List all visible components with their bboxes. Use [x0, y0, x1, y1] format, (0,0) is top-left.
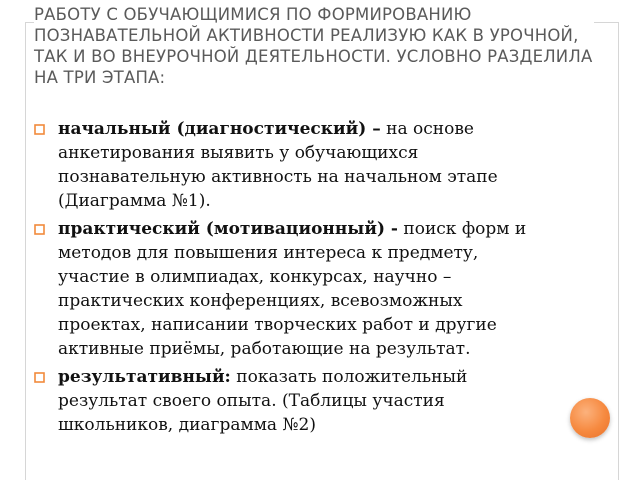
list-item [34, 217, 554, 361]
list-item [34, 117, 554, 213]
item-term: результативный: [58, 367, 231, 387]
orange-circle-icon [570, 398, 610, 438]
item-term: начальный (диагностический) – [58, 119, 381, 139]
item-text: на основе анкетирования выявить у обучающихся познавательную активность на начальном этапе (Диаграмма №1). [58, 119, 498, 211]
hollow-square-bullet-icon [34, 124, 45, 135]
hollow-square-bullet-icon [34, 372, 45, 383]
item-term: практический (мотивационный) - [58, 219, 398, 239]
hollow-square-bullet-icon [34, 224, 45, 235]
slide-title: РАБОТУ С ОБУЧАЮЩИМИСЯ ПО ФОРМИРОВАНИЮ ПОЗНАВАТЕЛЬНОЙ АКТИВНОСТИ РЕАЛИЗУЮ КАК В УРОЧНОЙ, ТАК И ВО ВНЕУРОЧНОЙ ДЕЯТЕЛЬНОСТИ. УСЛОВНО РАЗДЕЛИЛА НА ТРИ ЭТАПА: [34, 5, 593, 87]
bullet-list [34, 117, 554, 441]
list-item [34, 365, 554, 437]
item-text: показать положительный результат своего опыта. (Таблицы участия школьников, диаграмма №2) [58, 367, 468, 435]
item-text: поиск форм и методов для повышения интереса к предмету, участие в олимпиадах, конкурсах, научно – практических конференциях, всевозможных проектах, написании творческих работ и другие активные приёмы, работающие на результат. [58, 219, 527, 359]
